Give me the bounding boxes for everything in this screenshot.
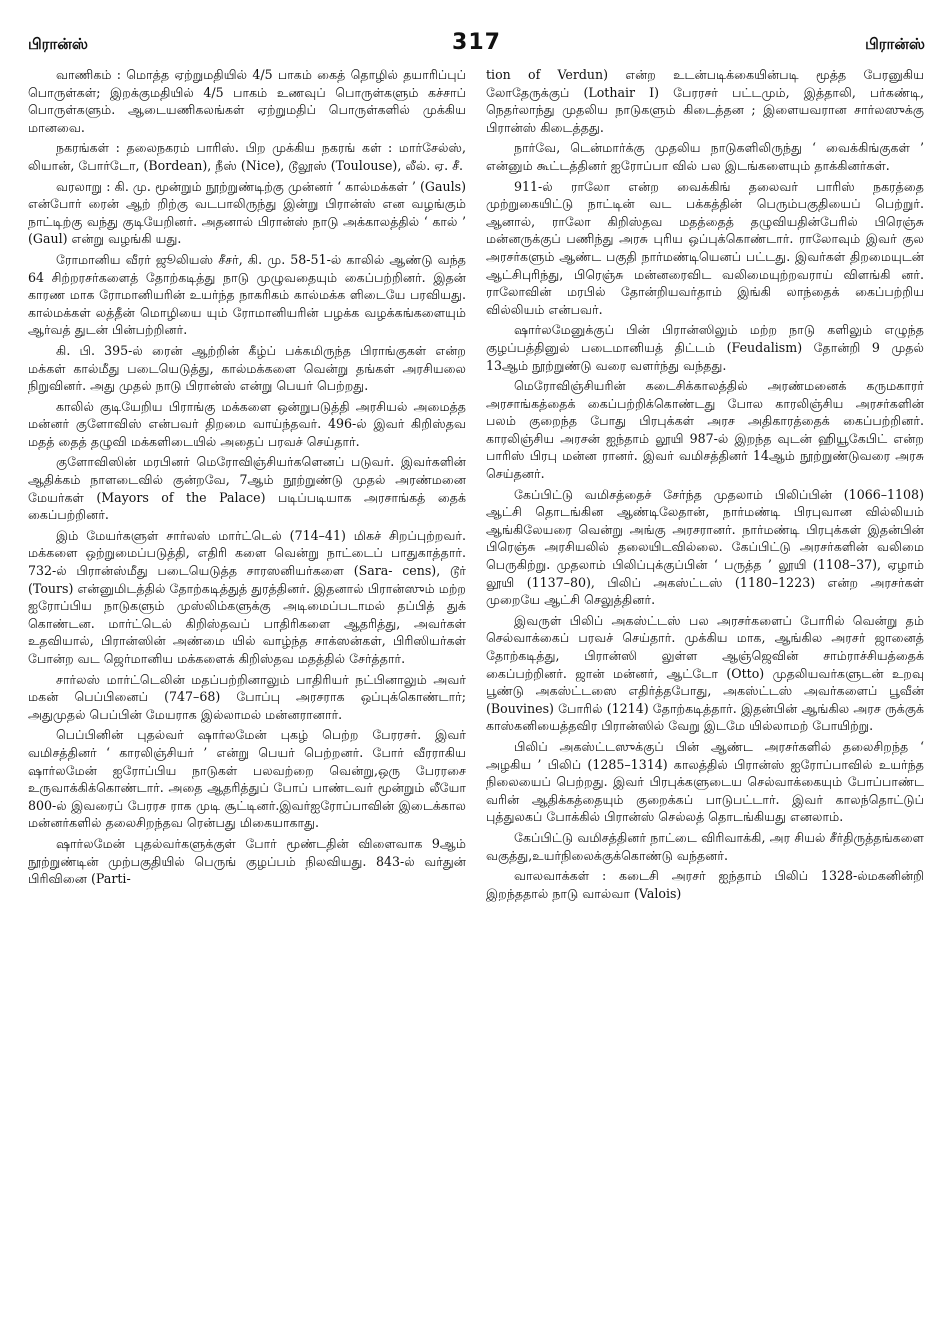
paragraph-philip-augustus: இவருள் பிலிப் அகஸ்ட்டஸ் பல அரசர்களைப் போரில் வென்று தம் செல்வாக்கைப் பரவச் செய்தார். முக்கிய மாக, ஆங்கில அரசர் ஜானைத் தோற்கடித்து, பிரான்ஸி லுள்ள ஆஞ்ஜெவின் சாம்ராச்சியத்தைக் கைப்பற்றினர். ஜான் மன்னர், ஆட்டோ (Otto) முதலியவர்களுடன் உறவு பூண்டு அகஸ்ட்டஸை எதிர்த்தபோது, அகஸ்ட்டஸ் அவர்களைப் பூவீன் (Bouvines) போரில் (1214) தோற்கடித்தார். இதன்பின் ஆங்கில அரச ருக்குக் காஸ்கனியைத்தவிர பிரான்ஸில் வேறு இடமே யில்லாமற் போயிற்று. — [486, 612, 924, 734]
paragraph-clovis: காலில் குடியேறிய பிராங்கு மக்களை ஒன்றுபடுத்தி அரசியல் அமைத்த மன்னர் குளோவிஸ் என்பவர் திறமை வாய்ந்தவர். 496-ல் இவர் கிறிஸ்தவ மதத் தைத் தழுவி மக்களிடையில் அதைப் பரவச் செய்தார். — [28, 398, 466, 449]
paragraph-charles-martel: இம் மேயர்களுள் சார்லஸ் மார்ட்டெல் (714–41) மிகச் சிறப்புற்றவர். மக்களை ஒற்றுமைப்படுத்தி, எதிரி களை வென்று நாட்டைப் பாதுகாத்தார். 732-ல் பிரான்ஸ்மீது படையெடுத்த சாரஸனியர்களை (Sara- cens), டூர் (Tours) என்னுமிடத்தில் தோற்கடித்துத் துரத்தினர். இதனால் பிரான்ஸும் மற்ற ஐரோப்பிய நாடுகளும் முஸ்லிம்களுக்கு அடிமைப்படாமல் தப்பித் துக் கொண்டன. மார்ட்டெல் கிறிஸ்தவப் பாதிரிகளை ஆதரித்து, அவர்கள் உதவியால், பிரான்ஸின் அண்மை யில் வாழ்ந்த சாக்ஸன்கள், பிரிஸியர்கள் போன்ற வட ஜெர்மானிய மக்களைக் கிறிஸ்தவ மதத்தில் சேர்த்தார். — [28, 527, 466, 666]
paragraph-roman-conquest: ரோமானிய வீரர் ஜூலியஸ் சீசர், கி. மு. 58-51-ல் காலில் ஆண்டு வந்த 64 சிற்றரசர்களைத் தோற்கடித்து நாடு முழுவதையும் கைப்பற்றினர். இதன் காரண மாக ரோமானியரின் உயர்ந்த நாகரிகம் கால்மக்க ளிடையே பரவியது. கால்மக்கள் லத்தீன் மொழியை யும் ரோமானியரின் பழக்க வழக்கங்களையும் ஆர்வத் துடன் பின்பற்றினர். — [28, 251, 466, 338]
paragraph-vikings: நார்வே, டென்மார்க்கு முதலிய நாடுகளிலிருந்து ‘ வைக்கிங்குகள் ’ என்னும் கூட்டத்தினர் ஐரோப்பா வில் பல இடங்களையும் தாக்கினர்கள். — [486, 140, 924, 173]
paragraph-cities: நகரங்கள் : தலைநகரம் பாரிஸ். பிற முக்கிய நகரங் கள் : மார்சேல்ஸ், லியான், போர்டோ, (Bordean), நீஸ் (Nice), டூலூஸ் (Toulouse), லீல். ஏ. சீ. — [28, 140, 466, 173]
left-column — [28, 66, 466, 905]
paragraph-valois: வாலவாக்கள் : கடைசி அரசர் ஐந்தாம் பிலிப் 1328-ல்மகனின்றி இறந்ததால் நாடு வால்வா (Valois) — [486, 868, 924, 901]
paragraph-history-gauls: வரலாறு : கி. மு. மூன்றும் நூற்றுண்டிற்கு முன்னர் ‘ கால்மக்கள் ’ (Gauls) என்போர் ரைன் ஆற் றிற்கு வடபாலிருந்து இன்று பிரான்ஸ் என வழங்கும் நாட்டிற்கு வந்து குடியேறினர். அதனால் பிரான்ஸ் நாடு அக்காலத்தில் ‘ கால் ’ (Gaul) என்று வழங்கி யது. — [28, 178, 466, 247]
paragraph-feudalism: ஷார்லமேனுக்குப் பின் பிரான்ஸிலும் மற்ற நாடு களிலும் எழுந்த குழப்பத்தினுல் படைமானியத் திட்டம் (Feudalism) தோன்றி 9 முதல் 13ஆம் நூற்றுண்டு வரை வளர்ந்து வந்தது. — [486, 322, 924, 373]
paragraph-verdun: ஷார்லமேன் புதல்வர்களுக்குள் போர் மூண்டதின் விளைவாக 9ஆம் நூற்றுண்டின் முற்பகுதியில் பெருங் குழப்பம் நிலவியது. 843-ல் வர்துன் பிரிவினை (Parti- — [28, 835, 466, 887]
paragraph-verdun-continued: tion of Verdun) என்ற உடன்படிக்கையின்படி மூத்த பேரனுகிய லோதேருக்குப் (Lothair I) பேரரசர் பட்டமும், இத்தாலி, பர்கண்டி, நெதர்லாந்து முதலிய நாடுகளும் கிடைத்தன ; இளையவரான சார்லஸுக்கு பிரான்ஸ் கிடைத்தது. — [486, 67, 925, 135]
page-header — [28, 30, 925, 66]
paragraph-charlemagne: பெப்பினின் புதல்வர் ஷார்லமேன் புகழ் பெற்ற பேரரசர். இவர் வமிசத்தினர் ‘ காரலிஞ்சியர் ’ என்று பெயர் பெற்றனர். போர் வீரராகிய ஷார்லமேன் ஐரோப்பிய நாடுகள் பலவற்றை வென்று,ஒரு பேரரசை உருவாக்கிக்கொண்டார். அதை ஆதரித்துப் போப் பாண்டவர் மூன்றும் லீயோ 800-ல் இவரைப் பேரரச ராக முடி சூட்டினர்.இவர்ஐரோப்பாவின் இடைக்கால மன்னர்களில் தலைசிறந்தவ ரென்பது மிகையாகாது. — [28, 727, 466, 831]
right-column — [486, 66, 924, 905]
paragraph-franks: கி. பி. 395-ல் ரைன் ஆற்றின் கீழ்ப் பக்கமிருந்த பிராங்குகள் என்ற மக்கள் கால்மீது படையெடுத்து, கால்மக்களை வென்று தங்கள் அரசியலை நிறுவினர். அது முதல் நாடு பிரான்ஸ் என்று பெயர் பெற்றது. — [28, 342, 466, 394]
paragraph-rollo: 911-ல் ராலோ என்ற வைக்கிங் தலைவர் பாரிஸ் நகரத்தை முற்றுகையிட்டு நாட்டின் வட பக்கத்தின் பெரும்பகுதியைப் பெற்றுர். ஆனால், ராலோ கிறிஸ்தவ மதத்தைத் தழுவியதின்பேரில் பிரெஞ்சு மன்னருக்குப் பணிந்து அரசு புரிய ஒப்புக்கொண்டார். ராலோவும் இவர் குல அரசர்களும் ஆண்ட பகுதி நார்மண்டியெனப் பட்டது. இவர்கள் திறமையுடன் ஆட்சிபுரிந்து, பிரெஞ்சு மன்னரைவிட வலிமையுற்றவராய் விளங்கி னர். ராலோவின் மரபில் தோன்றியவர்தாம் இங்கி லாந்தைக் கைப்பற்றிய வில்லியம் என்பவர். — [486, 178, 924, 317]
paragraph-capetian-reforms: கேப்பிட்டு வமிசத்தினர் நாட்டை விரிவாக்கி, அர சியல் சீர்திருத்தங்களை வகுத்து,உயர்நிலைக்குக்கொண்டு வந்தனர். — [486, 829, 924, 863]
paragraph-hugh-capet: மெரோவிஞ்சியரின் கடைசிக்காலத்தில் அரண்மனைக் கருமகாரர் அரசாங்கத்தைக் கைப்பற்றிக்கொண்டது போல காரலிஞ்சிய அரசர்களின் பலம் குறைந்த போது பிரபுக்கள் அரச அதிகாரத்தைக் கைப்பற்றினர். காரலிஞ்சிய அரசன் ஐந்தாம் லூயி 987-ல் இறந்த வுடன் ஹியூகேபிட் என்ற பாரிஸ் பிரபு மன்ன ரானர். இவர் வமிசத்தினர் 14ஆம் நூற்றுண்டுவரை அரசு செய்தனர். — [486, 378, 924, 482]
running-head-left: பிரான்ஸ் — [28, 35, 88, 53]
paragraph-capetians: கேப்பிட்டு வமிசத்தைச் சேர்ந்த முதலாம் பிலிப்பின் (1066–1108) ஆட்சி தொடங்கின ஆண்டிலேதான், நார்மண்டி பிரபுவான வில்லியம் ஆங்கிலேயரை வென்று அங்கு அரசரானர். நார்மண்டி பிரபுக்கள் இதன்பின் பிரெஞ்சு அரசியலில் தலையிடவில்லை. கேப்பிட்டு அரசர்களின் வலிமை பெருகிற்று. முதலாம் பிலிப்புக்குப்பின் ‘ பருத்த ’ லூயி (1108–37), ஏழாம் லூயி (1137–80), பிலிப் அகஸ்ட்டஸ் (1180–1223) என்ற அரசர்கள் முறையே ஆட்சி செலுத்தினர். — [486, 486, 924, 608]
paragraph-trade: வாணிகம் : மொத்த ஏற்றுமதியில் 4/5 பாகம் கைத் தொழில் தயாரிப்புப் பொருள்கள்; இறக்குமதியில் 4/5 பாகம் உணவுப் பொருள்களும் கச்சாப் பொருள்களும். ஆடையணிகலங்கள் ஏற்றுமதிப் பொருள்களில் முக்கிய மானவை. — [28, 67, 466, 135]
paragraph-pepin: சார்லஸ் மார்ட்டெலின் மதப்பற்றினாலும் பாதிரியர் நட்பினாலும் அவர் மகன் பெப்பினைப் (747–68) போப்பு அரசராக ஒப்புக்கொண்டார்; அதுமுதல் பெப்பின் மேயராக இல்லாமல் மன்னரானார். — [28, 671, 466, 722]
page-number: 317 — [452, 30, 501, 55]
text-columns — [28, 66, 925, 905]
paragraph-philip-fair: பிலிப் அகஸ்ட்டஸுக்குப் பின் ஆண்ட அரசர்களில் தலைசிறந்த ‘ அழகிய ’ பிலிப் (1285–1314) காலத்தில் பிரான்ஸ் ஐரோப்பாவில் உயர்ந்த நிலையைப் பெற்றது. இவர் பிரபுக்களுடைய செல்வாக்கையும் போப்பாண்ட வரின் ஆதிக்கத்தையும் குறைக்கப் பாடுபட்டார். இவர் காலந்தொட்டுப் புத்துலகப் போக்கில் பிரான்ஸ் செல்லத் தொடங்கியது எனலாம். — [486, 738, 924, 825]
running-head-right: பிரான்ஸ் — [865, 35, 925, 53]
paragraph-merovingians: குளோவிஸின் மரபினர் மெரோவிஞ்சியர்களெனப் படுவர். இவர்களின் ஆதிக்கம் நாளடைவில் குன்றவே, 7ஆம் நூற்றுண்டு முதல் அரண்மனை மேயர்கள் (Mayors of the Palace) படிப்படியாக அரசாங்கத் தைக் கைப்பற்றினர். — [28, 454, 466, 523]
